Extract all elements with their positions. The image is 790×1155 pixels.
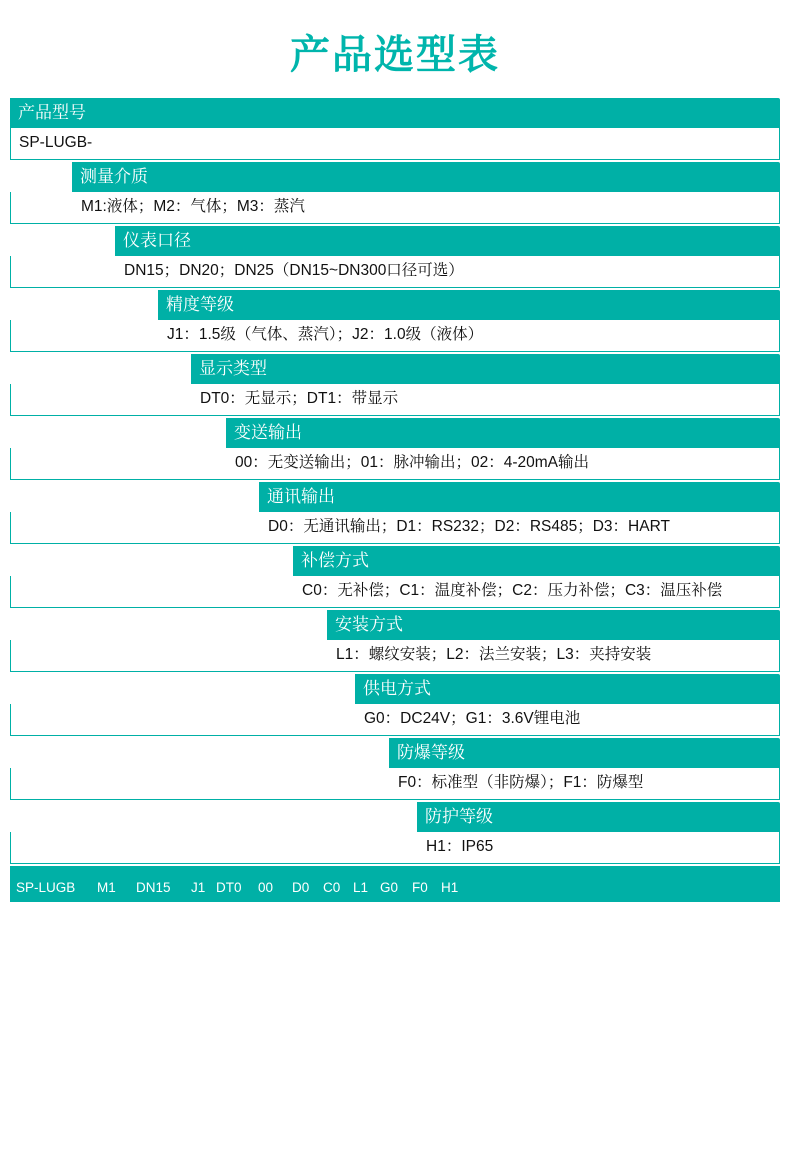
code-summary-row bbox=[10, 874, 780, 902]
row-header: 安装方式 bbox=[327, 610, 780, 640]
selection-row bbox=[10, 226, 780, 288]
footer-code: J1 bbox=[191, 880, 206, 895]
selection-row bbox=[10, 802, 780, 864]
row-header: 防爆等级 bbox=[389, 738, 780, 768]
footer-code: G0 bbox=[380, 880, 399, 895]
footer-code: H1 bbox=[441, 880, 459, 895]
selection-row bbox=[10, 98, 780, 160]
footer-code: DN15 bbox=[136, 880, 171, 895]
row-value: G0：DC24V；G1：3.6V锂电池 bbox=[10, 704, 780, 736]
row-value: SP-LUGB- bbox=[10, 128, 780, 160]
row-value: D0：无通讯输出；D1：RS232；D2：RS485；D3：HART bbox=[10, 512, 780, 544]
footer-code: DT0 bbox=[216, 880, 242, 895]
selection-row bbox=[10, 418, 780, 480]
row-value: DT0：无显示；DT1：带显示 bbox=[10, 384, 780, 416]
selection-row bbox=[10, 290, 780, 352]
selection-row bbox=[10, 738, 780, 800]
footer-code: L1 bbox=[353, 880, 369, 895]
page-title: 产品选型表 bbox=[290, 33, 500, 77]
row-value: H1：IP65 bbox=[10, 832, 780, 864]
footer-code: 00 bbox=[258, 880, 274, 895]
footer-code: D0 bbox=[292, 880, 310, 895]
row-header: 供电方式 bbox=[355, 674, 780, 704]
row-header: 产品型号 bbox=[10, 98, 780, 128]
footer-code: M1 bbox=[97, 880, 116, 895]
row-header: 精度等级 bbox=[158, 290, 780, 320]
selection-row bbox=[10, 482, 780, 544]
row-value: 00：无变送输出；01：脉冲输出；02：4-20mA输出 bbox=[10, 448, 780, 480]
row-header: 测量介质 bbox=[72, 162, 780, 192]
row-header: 通讯输出 bbox=[259, 482, 780, 512]
row-header: 显示类型 bbox=[191, 354, 780, 384]
row-header: 仪表口径 bbox=[115, 226, 780, 256]
footer-code: SP-LUGB bbox=[16, 880, 76, 895]
footer-code: C0 bbox=[323, 880, 341, 895]
row-header: 变送输出 bbox=[226, 418, 780, 448]
selection-row bbox=[10, 162, 780, 224]
selection-row bbox=[10, 610, 780, 672]
selection-row bbox=[10, 546, 780, 608]
row-value: J1：1.5级（气体、蒸汽）；J2：1.0级（液体） bbox=[10, 320, 780, 352]
row-value: M1:液体；M2：气体；M3：蒸汽 bbox=[10, 192, 780, 224]
row-value: DN15；DN20；DN25（DN15~DN300口径可选） bbox=[10, 256, 780, 288]
row-value: C0：无补偿；C1：温度补偿；C2：压力补偿；C3：温压补偿 bbox=[10, 576, 780, 608]
row-header: 防护等级 bbox=[417, 802, 780, 832]
selection-row bbox=[10, 674, 780, 736]
row-value: F0：标准型（非防爆）；F1：防爆型 bbox=[10, 768, 780, 800]
row-value: L1：螺纹安装；L2：法兰安装；L3：夹持安装 bbox=[10, 640, 780, 672]
selection-row bbox=[10, 354, 780, 416]
footer-code: F0 bbox=[412, 880, 428, 895]
row-header: 补偿方式 bbox=[293, 546, 780, 576]
footer-top-bar bbox=[10, 866, 780, 874]
selection-rows bbox=[0, 98, 790, 864]
